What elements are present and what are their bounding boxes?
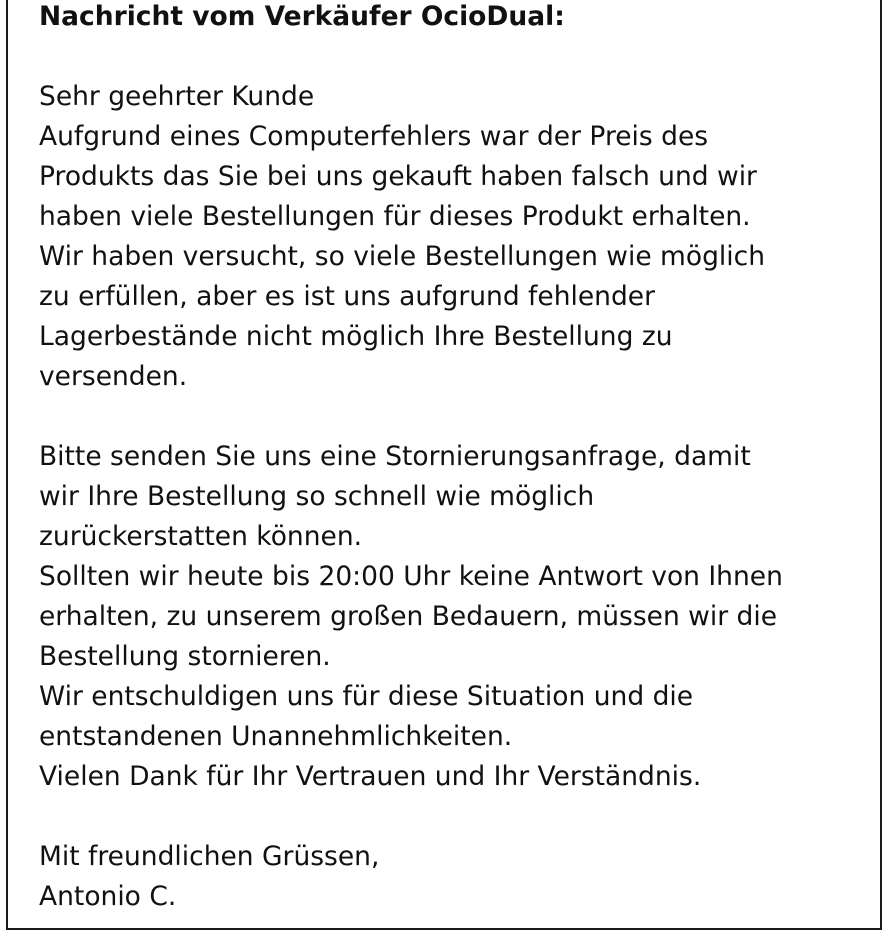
message-line: Produkts das Sie bei uns gekauft haben falsch und wir	[39, 161, 757, 192]
message-line: Vielen Dank für Ihr Vertrauen und Ihr Verständnis.	[39, 761, 702, 792]
message-line: erhalten, zu unserem großen Bedauern, müssen wir die	[39, 601, 778, 632]
message-line: zu erfüllen, aber es ist uns aufgrund fehlender	[39, 281, 655, 312]
greeting: Sehr geehrter Kunde	[39, 81, 315, 112]
message-line: Aufgrund eines Computerfehlers war der Preis des	[39, 121, 709, 152]
seller-message-box	[6, 0, 882, 930]
message-header: Nachricht vom Verkäufer OcioDual:	[39, 1, 565, 32]
message-line: wir Ihre Bestellung so schnell wie möglich	[39, 481, 595, 512]
message-line: versenden.	[39, 361, 188, 392]
message-line: Bestellung stornieren.	[39, 641, 331, 672]
blank-line	[39, 797, 879, 837]
message-line: Sollten wir heute bis 20:00 Uhr keine Antwort von Ihnen	[39, 561, 783, 592]
blank-line	[39, 397, 879, 437]
message-line: Lagerbestände nicht möglich Ihre Bestellung zu	[39, 321, 673, 352]
message-line: Wir entschuldigen uns für diese Situation und die	[39, 681, 694, 712]
blank-line	[39, 37, 879, 77]
signature: Antonio C.	[39, 881, 177, 912]
message-line: haben viele Bestellungen für dieses Produkt erhalten.	[39, 201, 751, 232]
message-line: entstandenen Unannehmlichkeiten.	[39, 721, 513, 752]
closing: Mit freundlichen Grüssen,	[39, 841, 380, 872]
message-line: Wir haben versucht, so viele Bestellungen wie möglich	[39, 241, 765, 272]
message-line: Bitte senden Sie uns eine Stornierungsanfrage, damit	[39, 441, 751, 472]
message-content	[39, 0, 879, 917]
message-line: zurückerstatten können.	[39, 521, 363, 552]
